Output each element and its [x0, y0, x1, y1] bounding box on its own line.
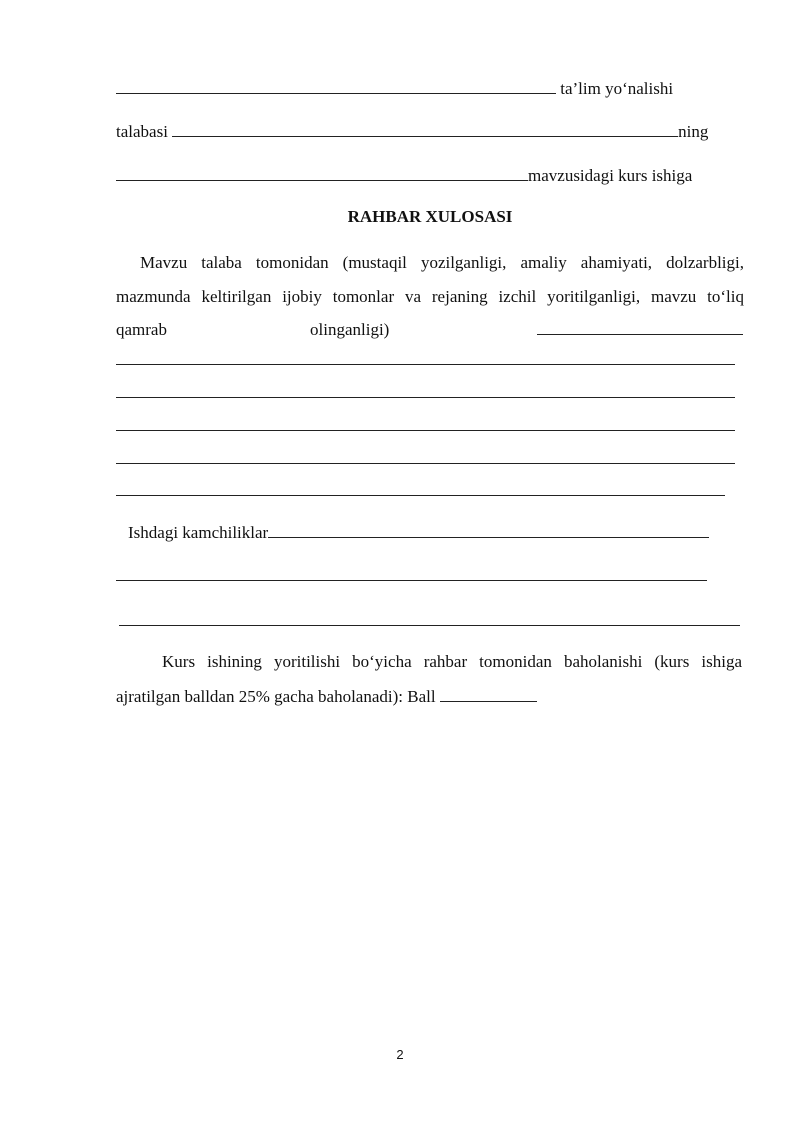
shortcomings-label: Ishdagi kamchiliklar	[128, 523, 269, 542]
assessment-blank-line-1[interactable]	[116, 364, 735, 365]
ball-blank[interactable]	[440, 686, 537, 702]
grading-line-1: Kurs ishining yoritilishi bo‘yicha rahbar tomonidan baholanishi (kurs ishiga	[162, 652, 742, 671]
assessment-word-qamrab: qamrab	[116, 320, 167, 339]
topic-label: mavzusidagi kurs ishiga	[528, 166, 693, 185]
student-suffix: ning	[678, 122, 709, 141]
assessment-blank-line-4[interactable]	[116, 463, 735, 464]
shortcomings-blank-line-2[interactable]	[119, 625, 740, 626]
topic-blank[interactable]	[116, 165, 528, 181]
grading-text: ajratilgan balldan 25% gacha baholanadi): Ball	[116, 687, 436, 706]
shortcomings-blank[interactable]	[268, 522, 709, 538]
shortcomings-line	[128, 522, 756, 544]
student-name-blank[interactable]	[172, 121, 678, 137]
document-title: RAHBAR XULOSASI	[347, 207, 513, 226]
header-line-student	[116, 121, 744, 143]
assessment-blank-line-5[interactable]	[116, 495, 725, 496]
student-label: talabasi	[116, 122, 168, 141]
shortcomings-blank-line-1[interactable]	[116, 580, 707, 581]
assessment-word-olinganligi: olinganligi)	[310, 320, 390, 339]
grading-line-2	[116, 686, 744, 708]
page-number: 2	[396, 1047, 404, 1062]
assessment-line-1: Mavzu talaba tomonidan (mustaqil yozilganligi, amaliy ahamiyati, dolzarbligi,	[140, 253, 744, 272]
assessment-blank-line-2[interactable]	[116, 397, 735, 398]
header-line-direction	[116, 78, 744, 100]
assessment-blank-inline[interactable]	[537, 319, 743, 335]
header-line-topic	[116, 165, 744, 187]
assessment-blank-line-3[interactable]	[116, 430, 735, 431]
direction-label: ta’lim yo‘nalishi	[560, 79, 674, 98]
assessment-line-2: mazmunda keltirilgan ijobiy tomonlar va rejaning izchil yoritilganligi, mavzu to‘liq	[116, 287, 744, 306]
direction-blank[interactable]	[116, 78, 556, 94]
